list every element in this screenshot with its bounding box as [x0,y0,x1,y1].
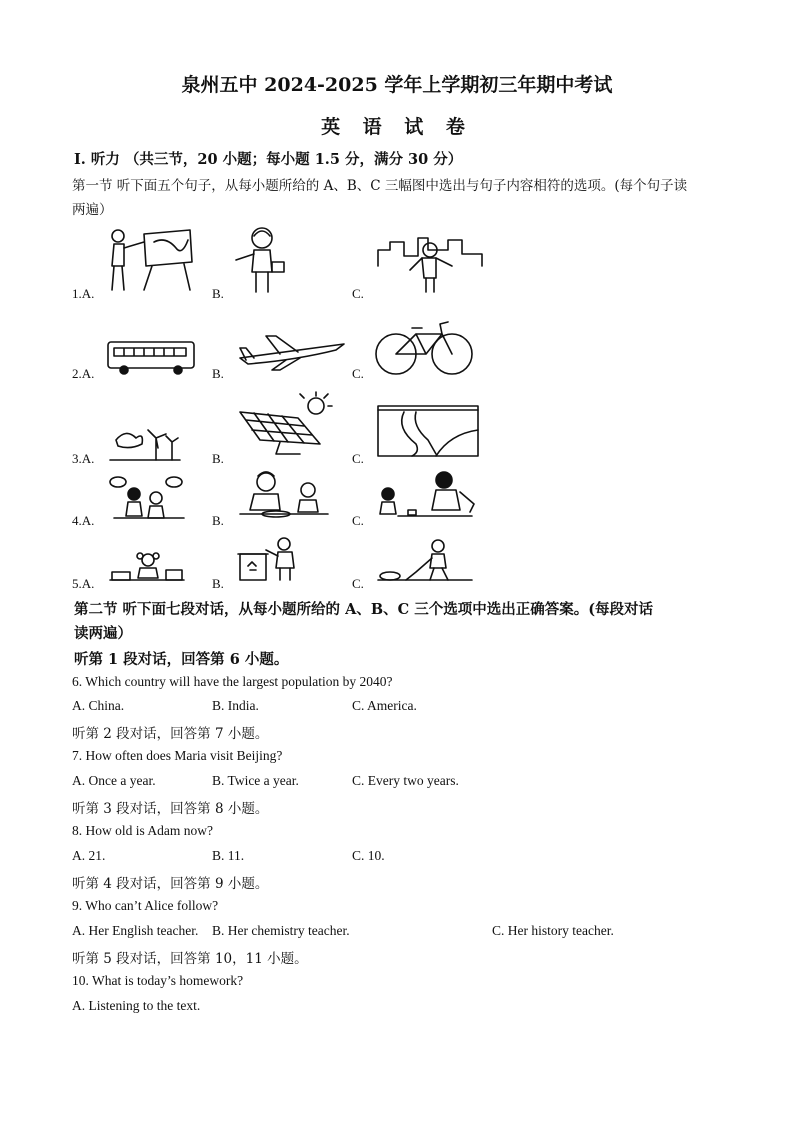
q7-option-c[interactable]: C. Every two years. [352,773,459,788]
question-9: 9. Who can’t Alice follow? [72,898,219,913]
question-6: 6. Which country will have the largest population by 2040? [72,674,393,689]
airplane-picture [236,332,348,372]
q9-option-b[interactable]: B. Her chemistry teacher. [212,923,350,938]
q4-option-a[interactable]: 4.A. [72,513,95,528]
q8-option-c[interactable]: C. 10. [352,848,385,863]
dialogue5-instruction: 听第 5 段对话，回答第 10，11 小题。 [72,951,308,967]
q5-option-c[interactable]: C. [352,576,364,591]
q7-option-b[interactable]: B. Twice a year. [212,773,299,788]
q9-option-c[interactable]: C. Her history teacher. [492,923,614,938]
dialogue3-instruction: 听第 3 段对话，回答第 8 小题。 [72,801,269,817]
q5-option-b[interactable]: B. [212,576,224,591]
painter-picture [104,226,200,292]
q8-option-b[interactable]: B. 11. [212,848,245,863]
q6-option-c[interactable]: C. America. [352,698,417,713]
cleaning-girl-picture [376,538,476,582]
question-8: 8. How old is Adam now? [72,823,213,838]
q7-option-a[interactable]: A. Once a year. [72,773,156,788]
part1-heading: Ⅰ. 听力 （共三节，20 小题；每小题 1.5 分，满分 30 分） [74,151,463,168]
question-10: 10. What is today’s homework? [72,973,244,988]
wind-turbine-picture [106,420,182,462]
q10-option-a[interactable]: A. Listening to the text. [72,998,201,1013]
city-person-picture [378,236,484,292]
section1-instruction: 第一节 听下面五个句子，从每小题所给的 A、B、C 三幅图中选出与句子内容相符的选项。(每个句子读 [72,178,688,194]
section1-instruction-cont: 两遍） [72,202,113,218]
bicycle-picture [372,318,476,376]
dialogue2-instruction: 听第 2 段对话，回答第 7 小题。 [72,726,269,742]
waterfall-picture [376,404,480,458]
q4-option-c[interactable]: C. [352,513,364,528]
dialogue1-instruction: 听第 1 段对话，回答第 6 小题。 [74,651,289,668]
q2-option-b[interactable]: B. [212,366,224,381]
bus-picture [106,340,198,376]
recycling-bin-picture [236,536,304,582]
q6-option-a[interactable]: A. China. [72,698,125,713]
q5-option-a[interactable]: 5.A. [72,576,95,591]
dialogue4-instruction: 听第 4 段对话，回答第 9 小题。 [72,876,269,892]
q9-option-a[interactable]: A. Her English teacher. [72,923,199,938]
q3-option-a[interactable]: 3.A. [72,451,95,466]
section2-instruction: 第二节 听下面七段对话，从每小题所给的 A、B、C 三个选项中选出正确答案。(每段对话 [74,601,654,618]
family-picture [236,470,332,522]
q1-option-c[interactable]: C. [352,286,364,301]
q2-option-a[interactable]: 2.A. [72,366,95,381]
q3-option-b[interactable]: B. [212,451,224,466]
exam-title: 泉州五中 2024-2025 学年上学期初三年期中考试 [181,74,613,96]
q8-option-a[interactable]: A. 21. [72,848,106,863]
q3-option-c[interactable]: C. [352,451,364,466]
exam-subtitle: 英 语 试 卷 [321,116,473,138]
children-playing-picture [374,470,480,522]
students-studying-picture [104,474,190,522]
q1-option-b[interactable]: B. [212,286,224,301]
q2-option-c[interactable]: C. [352,366,364,381]
section2-instruction-cont: 读两遍） [74,625,132,642]
q4-option-b[interactable]: B. [212,513,224,528]
girl-at-desk-picture [108,550,186,582]
q1-option-a[interactable]: 1.A. [72,286,95,301]
solar-panel-picture [236,396,336,458]
q6-option-b[interactable]: B. India. [212,698,259,713]
tourist-picture [232,226,292,294]
question-7: 7. How often does Maria visit Beijing? [72,748,283,763]
